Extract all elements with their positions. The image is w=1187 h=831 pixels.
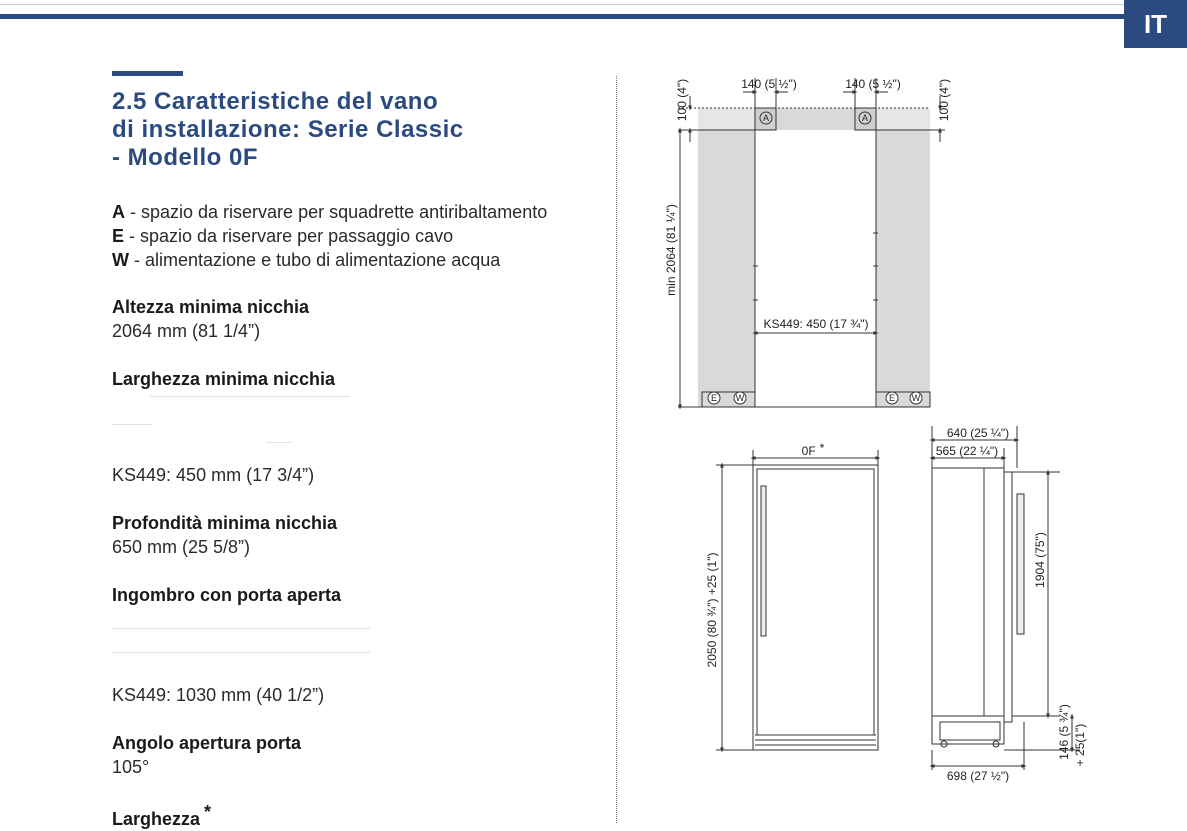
legend-text: - spazio da riservare per squadrette antiribaltamento [125,202,548,222]
spec-label: Profondità minima nicchia [112,513,338,533]
dim-depth-body: 565 (22 ¼") [935,444,999,458]
marker-a-label: A [762,113,770,123]
legend-text: - spazio da riservare per passaggio cavo [124,226,454,246]
dim-right-top-gap: 100 (4") [937,78,951,122]
dim-top-right-width: 140 (5 ½") [845,77,901,91]
spec-value: KS449: 450 mm (17 3/4”) [112,465,315,485]
dim-inner-width: KS449: 450 (17 ¾") [763,317,869,331]
dim-top-left-width: 140 (5 ½") [741,77,797,91]
spec-value: 2064 mm (81 1/4”) [112,321,261,341]
model-marker: * [819,441,825,455]
dim-min-height: min 2064 (81 ¼") [664,204,678,296]
dim-model [802,441,825,458]
front-view-diagram [716,450,878,750]
legend-key: E [112,226,125,246]
marker-w-label: W [911,393,921,403]
dim-depth-open: 698 (27 ½") [946,769,1010,783]
dim-height: 2050 (80 ¾") +25 (1") [705,552,719,668]
niche-diagram [678,78,945,407]
section-title-line: 2.5 Caratteristiche del vano [112,88,439,115]
marker-e-label: E [888,393,896,403]
dim-depth-total: 640 (25 ¼") [946,426,1010,440]
spec-label: Ingombro con porta aperta [112,585,342,605]
spec-value: KS449: 1030 mm (40 1/2”) [112,685,325,705]
marker-e-label: E [710,393,718,403]
asterisk-marker: * [204,802,212,822]
marker-w-label: W [735,393,745,403]
dim-height-body: 1904 (75") [1033,532,1047,588]
niche-right-wall [876,130,930,407]
legend-key: W [112,250,129,270]
section-title-line: - Modello 0F [112,144,258,171]
language-badge: IT [1124,0,1187,48]
section-title-line: di installazione: Serie Classic [112,116,464,143]
dim-left-top-gap: 100 (4") [675,78,689,122]
legend-text: - alimentazione e tubo di alimentazione acqua [129,250,501,270]
spec-label-text: Larghezza [112,809,201,829]
spec-label: Angolo apertura porta [112,733,302,753]
spec-label: Altezza minima nicchia [112,297,310,317]
niche-left-wall [698,130,755,407]
dim-plinth-extra: + 25(1") [1073,723,1087,767]
marker-a-label: A [861,113,869,123]
spec-value: 105° [112,757,150,777]
spec-value: 650 mm (25 5/8”) [112,537,251,557]
model-label: 0F [801,444,816,458]
spec-label: Larghezza minima nicchia [112,369,336,389]
legend-key: A [112,202,125,222]
dim-plinth: 146 (5 ¾") [1057,704,1071,760]
